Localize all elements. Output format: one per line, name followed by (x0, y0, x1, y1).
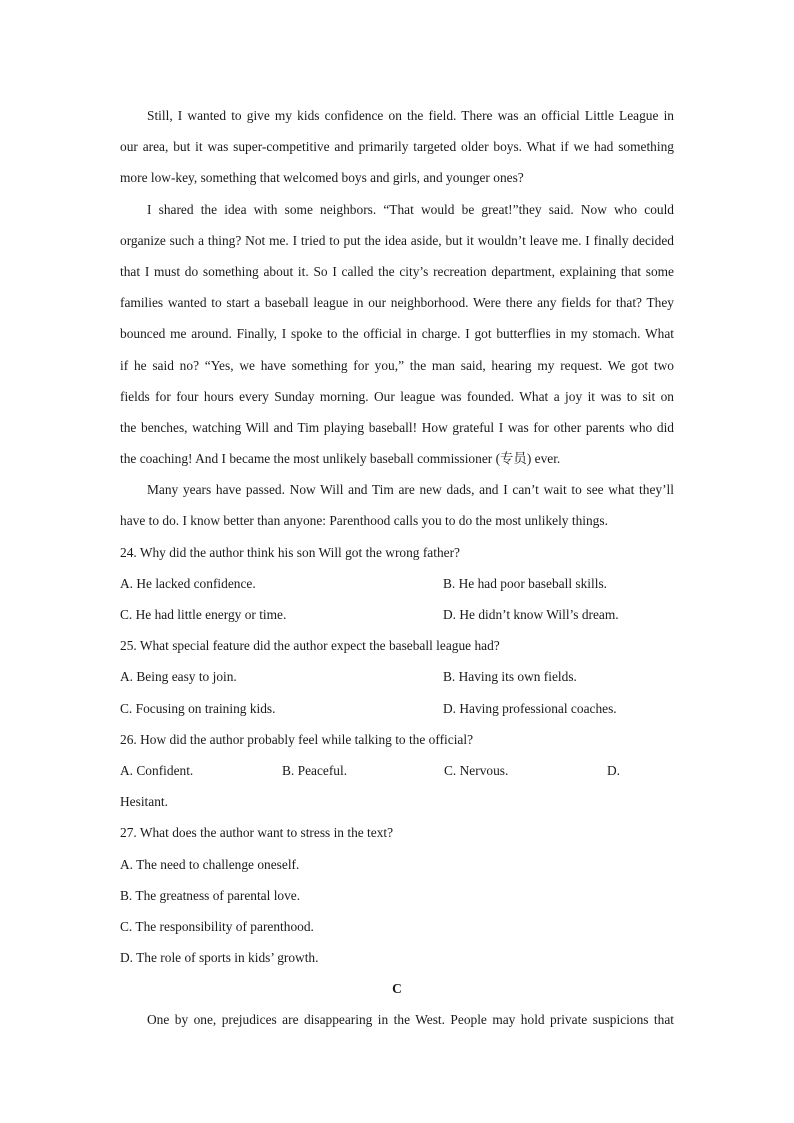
option-b[interactable]: B. Having its own fields. (443, 669, 577, 685)
question-stem: 24. Why did the author think his son Will got the wrong father? (120, 544, 461, 560)
options-row (120, 568, 674, 599)
option-d-text[interactable]: Hesitant. (120, 794, 168, 810)
options-row (120, 599, 674, 630)
question-stem: 26. How did the author probably feel while talking to the official? (120, 731, 474, 747)
options-row (120, 661, 674, 692)
paragraph-line: One by one, prejudices are disappearing in the West. People may hold private suspicions that (147, 1012, 674, 1028)
paragraph-line: our area, but it was super-competitive and primarily targeted older boys. What if we had something (120, 139, 674, 155)
question-24 (120, 537, 674, 631)
option-a[interactable]: A. He lacked confidence. (120, 575, 256, 591)
paragraph-line: fields for four hours every Sunday morning. Our league was founded. What a joy it was to sit on (120, 388, 674, 404)
paragraph-line: the coaching! And I became the most unlikely baseball commissioner (专员) ever. (120, 451, 561, 467)
option-b[interactable]: B. He had poor baseball skills. (443, 575, 608, 591)
option-b[interactable]: B. The greatness of parental love. (120, 887, 301, 903)
options-row (120, 693, 674, 724)
question-stem: 27. What does the author want to stress in the text? (120, 825, 394, 841)
question-stem: 25. What special feature did the author expect the baseball league had? (120, 638, 500, 654)
paragraph-line: organize such a thing? Not me. I tried to put the idea aside, but it wouldn’t leave me. I finally decided (120, 232, 674, 248)
paragraph-line: that I must do something about it. So I called the city’s recreation department, explaining that some (120, 263, 674, 279)
paragraph-line: if he said no? “Yes, we have something for you,” the man said, hearing my request. We got two (120, 357, 674, 373)
paragraph-line: Still, I wanted to give my kids confidence on the field. There was an official Little League in (147, 108, 674, 123)
question-25 (120, 630, 674, 724)
passage-b (120, 100, 674, 537)
paragraph-line: families wanted to start a baseball league in our neighborhood. Were there any fields for that? They (120, 295, 674, 311)
paragraph-line: the benches, watching Will and Tim playing baseball! How grateful I was for other parents who did (120, 419, 674, 435)
option-a[interactable]: A. Confident. (120, 762, 194, 778)
paragraph-line: Many years have passed. Now Will and Tim are new dads, and I can’t wait to see what they’ll (147, 482, 674, 498)
option-a[interactable]: A. The need to challenge oneself. (120, 856, 300, 872)
document-page (120, 100, 674, 1036)
option-c[interactable]: C. Focusing on training kids. (120, 700, 276, 716)
section-c (120, 973, 674, 1035)
paragraph-line: I shared the idea with some neighbors. “That would be great!”they said. Now who could (147, 201, 674, 217)
question-26 (120, 724, 674, 818)
paragraph-line: more low-key, something that welcomed boys and girls, and younger ones? (120, 170, 524, 186)
options-row (120, 755, 674, 786)
section-heading: C (392, 981, 402, 997)
option-d[interactable]: D. Having professional coaches. (443, 700, 617, 716)
paragraph-line: have to do. I know better than anyone: Parenthood calls you to do the most unlikely things. (120, 513, 608, 529)
option-a[interactable]: A. Being easy to join. (120, 669, 237, 685)
option-d[interactable]: D. The role of sports in kids’ growth. (120, 950, 319, 966)
option-d-letter[interactable]: D. (607, 762, 621, 778)
paragraph-line: bounced me around. Finally, I spoke to the official in charge. I got butterflies in my stomach. What (120, 326, 674, 342)
option-c[interactable]: C. Nervous. (444, 762, 509, 778)
option-d[interactable]: D. He didn’t know Will’s dream. (443, 607, 619, 622)
question-27 (120, 817, 674, 973)
option-c[interactable]: C. The responsibility of parenthood. (120, 918, 314, 934)
option-b[interactable]: B. Peaceful. (282, 762, 348, 778)
option-c[interactable]: C. He had little energy or time. (120, 607, 287, 622)
